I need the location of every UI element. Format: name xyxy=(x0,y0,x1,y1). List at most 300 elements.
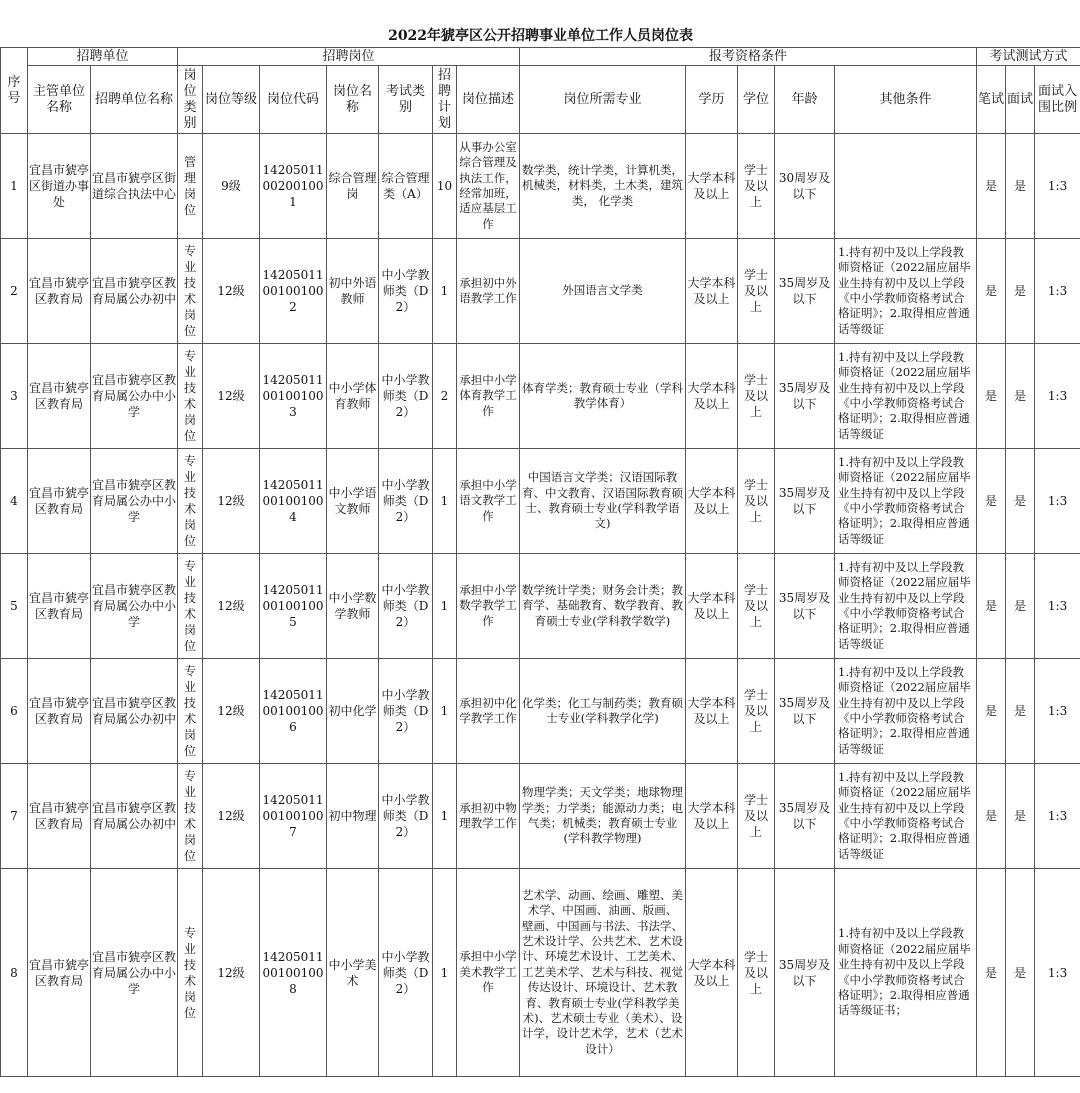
exam-type-cell xyxy=(379,134,433,239)
dept-cell-text: 宜昌市猇亭区教育局 xyxy=(29,801,90,831)
post-level-cell-text: 12级 xyxy=(217,284,245,298)
other-cell xyxy=(835,764,977,869)
post-type-cell-text: 专业技术岗位 xyxy=(183,559,196,653)
ratio-cell xyxy=(1035,449,1080,554)
dept-cell-text: 宜昌市猇亭区教育局 xyxy=(29,276,90,306)
education-cell-text: 大学本科及以上 xyxy=(687,801,736,831)
post-level-cell xyxy=(203,344,260,449)
post-code-cell xyxy=(260,239,327,344)
interview-cell-text: 是 xyxy=(1013,599,1026,613)
post-code-cell xyxy=(260,449,327,554)
other-cell xyxy=(835,449,977,554)
exam-type-cell-text: 中小学教师类（D2） xyxy=(381,583,430,629)
education-cell-text: 大学本科及以上 xyxy=(687,276,736,306)
header-major: 岗位所需专业 xyxy=(520,66,686,134)
degree-cell xyxy=(738,344,775,449)
header-interview: 面试 xyxy=(1006,66,1035,134)
other-cell xyxy=(835,554,977,659)
other-cell-text: 1.持有初中及以上学段教师资格证（2022届应届毕业生持有初中及以上学段《中小学教师资格考试合格证明》；2.取得相应普通话等级证 xyxy=(838,454,971,546)
degree-cell-text: 学士及以上 xyxy=(743,373,768,419)
degree-cell xyxy=(738,449,775,554)
group-unit: 招聘单位 xyxy=(28,48,178,66)
post-name-cell-text: 初中物理 xyxy=(328,809,377,823)
age-cell-text: 35周岁及以下 xyxy=(778,696,831,726)
header-degree: 学位 xyxy=(738,66,775,134)
interview-cell-text: 是 xyxy=(1013,284,1026,298)
unit-cell-text: 宜昌市猇亭区教育局属公办初中 xyxy=(92,696,177,726)
written-cell xyxy=(977,659,1006,764)
ratio-cell xyxy=(1035,659,1080,764)
post-code-cell-text: 14205011002001001 xyxy=(262,163,324,209)
unit-cell xyxy=(91,869,178,1077)
major-cell xyxy=(520,239,686,344)
major-cell-text: 物理学类；天文学类；地球物理学类；力学类；能源动力类；电气类；机械类；教育硕士专业(学科教学物理) xyxy=(522,785,683,846)
seq-cell-text: 4 xyxy=(10,494,18,508)
seq-cell-text: 5 xyxy=(10,599,18,613)
post-name-cell xyxy=(327,239,379,344)
unit-cell xyxy=(91,554,178,659)
plan-cell-text: 10 xyxy=(436,179,453,193)
post-type-cell-text: 专业技术岗位 xyxy=(183,454,196,548)
other-cell xyxy=(835,869,977,1077)
written-cell xyxy=(977,764,1006,869)
description-cell xyxy=(457,869,520,1077)
table-row xyxy=(1,659,1080,764)
exam-type-cell-text: 中小学教师类（D2） xyxy=(381,949,430,996)
major-cell xyxy=(520,869,686,1077)
post-type-cell xyxy=(178,134,203,239)
post-type-cell xyxy=(178,239,203,344)
header-post-code: 岗位代码 xyxy=(260,66,327,134)
post-type-cell-text: 专业技术岗位 xyxy=(183,349,196,443)
dept-cell-text: 宜昌市猇亭区教育局 xyxy=(29,957,90,988)
degree-cell-text: 学士及以上 xyxy=(743,949,768,996)
age-cell xyxy=(775,239,835,344)
seq-cell-text: 1 xyxy=(10,179,18,193)
degree-cell xyxy=(738,869,775,1077)
group-post: 招聘岗位 xyxy=(178,48,520,66)
post-type-cell-text: 专业技术岗位 xyxy=(183,769,196,863)
exam-type-cell-text: 中小学教师类（D2） xyxy=(381,268,430,314)
unit-cell-text: 宜昌市猇亭区教育局属公办中小学 xyxy=(92,949,177,996)
interview-cell-text: 是 xyxy=(1013,389,1026,403)
unit-cell xyxy=(91,134,178,239)
other-cell xyxy=(835,239,977,344)
major-cell xyxy=(520,449,686,554)
group-qualification: 报考资格条件 xyxy=(520,48,977,66)
unit-cell xyxy=(91,344,178,449)
post-code-cell-text: 14205011001001008 xyxy=(262,949,324,996)
post-name-cell-text: 初中化学 xyxy=(328,704,377,718)
written-cell-text: 是 xyxy=(984,809,997,823)
seq-cell xyxy=(1,344,28,449)
ratio-cell xyxy=(1035,554,1080,659)
post-name-cell-text: 中小学体育教师 xyxy=(328,381,377,411)
seq-cell-text: 7 xyxy=(10,809,18,823)
major-cell-text: 数学统计学类；财务会计类；教育学、基础教育、数学教育、教育硕士专业(学科教学数学) xyxy=(522,582,683,628)
other-cell-text: 1.持有初中及以上学段教师资格证（2022届应届毕业生持有初中及以上学段《中小学教师资格考试合格证明》；2.取得相应普通话等级证书； xyxy=(838,926,971,1018)
post-level-cell xyxy=(203,869,260,1077)
plan-cell-text: 1 xyxy=(440,284,449,298)
unit-cell-text: 宜昌市猇亭区教育局属公办中小学 xyxy=(92,478,177,524)
post-code-cell xyxy=(260,764,327,869)
exam-type-cell-text: 中小学教师类（D2） xyxy=(381,793,430,839)
interview-cell xyxy=(1006,134,1035,239)
plan-cell-text: 1 xyxy=(440,809,449,823)
degree-cell xyxy=(738,764,775,869)
education-cell-text: 大学本科及以上 xyxy=(687,957,736,988)
written-cell-text: 是 xyxy=(984,704,997,718)
post-type-cell-text: 专业技术岗位 xyxy=(183,664,196,758)
post-level-cell xyxy=(203,449,260,554)
post-level-cell xyxy=(203,239,260,344)
major-cell xyxy=(520,134,686,239)
major-cell-text: 数学类，统计学类，计算机类，机械类，材料类，土木类，建筑类， 化学类 xyxy=(522,162,683,208)
degree-cell xyxy=(738,239,775,344)
description-cell xyxy=(457,554,520,659)
major-cell xyxy=(520,554,686,659)
exam-type-cell-text: 中小学教师类（D2） xyxy=(381,688,430,734)
post-code-cell-text: 14205011001001005 xyxy=(262,583,324,629)
interview-cell xyxy=(1006,659,1035,764)
unit-cell xyxy=(91,764,178,869)
plan-cell xyxy=(433,449,457,554)
written-cell xyxy=(977,134,1006,239)
description-cell-text: 承担中小学数学教学工作 xyxy=(459,582,517,628)
education-cell xyxy=(686,869,738,1077)
ratio-cell xyxy=(1035,869,1080,1077)
header-ratio: 面试入围比例 xyxy=(1035,66,1080,134)
degree-cell-text: 学士及以上 xyxy=(743,163,768,209)
degree-cell-text: 学士及以上 xyxy=(743,583,768,629)
degree-cell xyxy=(738,659,775,764)
other-cell-text: 1.持有初中及以上学段教师资格证（2022届应届毕业生持有初中及以上学段《中小学教师资格考试合格证明》；2.取得相应普通话等级证 xyxy=(838,559,971,651)
description-cell-text: 承担中小学美术教学工作 xyxy=(459,949,517,995)
dept-cell-text: 宜昌市猇亭区教育局 xyxy=(29,696,90,726)
dept-cell-text: 宜昌市猇亭区教育局 xyxy=(29,591,90,621)
age-cell xyxy=(775,764,835,869)
plan-cell xyxy=(433,869,457,1077)
education-cell-text: 大学本科及以上 xyxy=(687,381,736,411)
age-cell xyxy=(775,869,835,1077)
education-cell xyxy=(686,554,738,659)
major-cell-text: 艺术学、动画、绘画、雕塑、美术学、中国画、油画、版画、 壁画、中国画与书法、书法学、艺术设计学、公共艺术、艺术设计、环境艺术设计、工艺美术、工艺美术学、艺术与科技、视觉传达设计、环境设计、艺术教育、教育硕士专业(学科教学美术)、艺术硕士专业（美术）、设计学，设计艺术学，艺术（艺术设计） xyxy=(522,887,683,1056)
interview-cell xyxy=(1006,869,1035,1077)
post-type-cell xyxy=(178,344,203,449)
table-row xyxy=(1,869,1080,1077)
post-code-cell-text: 14205011001001007 xyxy=(262,793,324,839)
written-cell-text: 是 xyxy=(984,179,997,193)
education-cell xyxy=(686,134,738,239)
post-type-cell-text: 专业技术岗位 xyxy=(183,244,196,338)
description-cell-text: 从事办公室综合管理及执法工作，经常加班，适应基层工作 xyxy=(459,139,517,231)
degree-cell-text: 学士及以上 xyxy=(743,793,768,839)
written-cell xyxy=(977,344,1006,449)
post-code-cell-text: 14205011001001006 xyxy=(262,688,324,734)
page-title: 2022年猇亭区公开招聘事业单位工作人员岗位表 xyxy=(1,0,1080,48)
interview-cell xyxy=(1006,449,1035,554)
post-level-cell-text: 12级 xyxy=(217,494,245,508)
dept-cell xyxy=(28,869,91,1077)
plan-cell-text: 1 xyxy=(440,599,449,613)
table-row xyxy=(1,764,1080,869)
post-level-cell-text: 12级 xyxy=(217,809,245,823)
interview-cell-text: 是 xyxy=(1013,494,1026,508)
age-cell xyxy=(775,449,835,554)
post-name-cell-text: 中小学语文教师 xyxy=(328,486,377,516)
education-cell xyxy=(686,344,738,449)
exam-type-cell xyxy=(379,449,433,554)
written-cell-text: 是 xyxy=(984,965,997,980)
description-cell-text: 承担中小学体育教学工作 xyxy=(459,372,517,418)
education-cell xyxy=(686,449,738,554)
ratio-cell xyxy=(1035,239,1080,344)
post-name-cell-text: 中小学美术 xyxy=(328,957,377,988)
interview-cell-text: 是 xyxy=(1013,965,1026,980)
exam-type-cell xyxy=(379,239,433,344)
ratio-cell xyxy=(1035,764,1080,869)
written-cell-text: 是 xyxy=(984,284,997,298)
description-cell-text: 承担初中化学教学工作 xyxy=(459,695,517,725)
plan-cell-text: 1 xyxy=(440,965,449,980)
age-cell-text: 35周岁及以下 xyxy=(778,801,831,831)
ratio-cell xyxy=(1035,344,1080,449)
description-cell xyxy=(457,134,520,239)
seq-cell xyxy=(1,239,28,344)
plan-cell xyxy=(433,344,457,449)
post-level-cell-text: 9级 xyxy=(221,179,241,193)
unit-cell-text: 宜昌市猇亭区教育局属公办中小学 xyxy=(92,583,177,629)
written-cell-text: 是 xyxy=(984,494,997,508)
header-seq: 序号 xyxy=(1,48,28,134)
post-type-cell xyxy=(178,869,203,1077)
seq-cell-text: 3 xyxy=(10,389,18,403)
seq-cell xyxy=(1,554,28,659)
post-name-cell-text: 中小学数学教师 xyxy=(328,591,377,621)
exam-type-cell-text: 中小学教师类（D2） xyxy=(381,373,430,419)
degree-cell-text: 学士及以上 xyxy=(743,478,768,524)
degree-cell xyxy=(738,134,775,239)
major-cell-text: 中国语言文学类；汉语国际教育、中文教育、汉语国际教育硕士、教育硕士专业(学科教学语文) xyxy=(522,470,683,531)
header-other: 其他条件 xyxy=(835,66,977,134)
post-name-cell-text: 初中外语教师 xyxy=(328,276,377,306)
unit-cell-text: 宜昌市猇亭区教育局属公办中小学 xyxy=(92,373,177,419)
education-cell-text: 大学本科及以上 xyxy=(687,486,736,516)
degree-cell xyxy=(738,554,775,659)
ratio-cell-text: 1:3 xyxy=(1047,179,1068,193)
post-code-cell-text: 14205011001001004 xyxy=(262,478,324,524)
other-cell-text: 1.持有初中及以上学段教师资格证（2022届应届毕业生持有初中及以上学段《中小学教师资格考试合格证明》；2.取得相应普通话等级证 xyxy=(838,349,971,441)
header-post-level: 岗位等级 xyxy=(203,66,260,134)
post-level-cell-text: 12级 xyxy=(217,704,245,718)
age-cell xyxy=(775,554,835,659)
age-cell-text: 35周岁及以下 xyxy=(778,276,831,306)
unit-cell-text: 宜昌市猇亭区教育局属公办初中 xyxy=(92,276,177,306)
age-cell xyxy=(775,344,835,449)
description-cell-text: 承担初中物理教学工作 xyxy=(459,800,517,830)
written-cell xyxy=(977,449,1006,554)
interview-cell-text: 是 xyxy=(1013,704,1026,718)
plan-cell xyxy=(433,239,457,344)
table-row xyxy=(1,239,1080,344)
header-exam-type: 考试类别 xyxy=(379,66,433,134)
post-code-cell xyxy=(260,554,327,659)
unit-cell-text: 宜昌市猇亭区街道综合执法中心 xyxy=(92,171,177,201)
plan-cell xyxy=(433,554,457,659)
degree-cell-text: 学士及以上 xyxy=(743,268,768,314)
dept-cell xyxy=(28,239,91,344)
post-name-cell xyxy=(327,659,379,764)
education-cell xyxy=(686,239,738,344)
other-cell-text: 1.持有初中及以上学段教师资格证（2022届应届毕业生持有初中及以上学段《中小学教师资格考试合格证明》；2.取得相应普通话等级证 xyxy=(838,244,971,336)
post-level-cell-text: 12级 xyxy=(217,389,245,403)
header-age: 年龄 xyxy=(775,66,835,134)
post-code-cell xyxy=(260,869,327,1077)
unit-cell xyxy=(91,659,178,764)
exam-type-cell xyxy=(379,344,433,449)
ratio-cell-text: 1:3 xyxy=(1047,965,1068,980)
dept-cell xyxy=(28,134,91,239)
post-name-cell xyxy=(327,134,379,239)
exam-type-cell xyxy=(379,554,433,659)
description-cell xyxy=(457,449,520,554)
ratio-cell-text: 1:3 xyxy=(1047,494,1068,508)
major-cell xyxy=(520,764,686,869)
post-name-cell xyxy=(327,764,379,869)
dept-cell-text: 宜昌市猇亭区街道办事处 xyxy=(29,163,90,209)
age-cell xyxy=(775,134,835,239)
post-level-cell-text: 12级 xyxy=(217,599,245,613)
major-cell-text: 外国语言文学类 xyxy=(562,283,643,298)
header-post-name: 岗位名称 xyxy=(327,66,379,134)
unit-cell xyxy=(91,449,178,554)
table-row xyxy=(1,554,1080,659)
interview-cell xyxy=(1006,344,1035,449)
description-cell xyxy=(457,239,520,344)
description-cell-text: 承担中小学语文教学工作 xyxy=(459,477,517,523)
post-type-cell xyxy=(178,659,203,764)
other-cell-text: 1.持有初中及以上学段教师资格证（2022届应届毕业生持有初中及以上学段《中小学教师资格考试合格证明》；2.取得相应普通话等级证 xyxy=(838,664,971,756)
education-cell-text: 大学本科及以上 xyxy=(687,171,736,201)
group-exam: 考试测试方式 xyxy=(977,48,1080,66)
description-cell xyxy=(457,764,520,869)
description-cell-text: 承担初中外语教学工作 xyxy=(459,275,517,305)
age-cell-text: 35周岁及以下 xyxy=(778,591,831,621)
post-code-cell xyxy=(260,344,327,449)
header-education: 学历 xyxy=(686,66,738,134)
ratio-cell-text: 1:3 xyxy=(1047,389,1068,403)
post-code-cell xyxy=(260,134,327,239)
post-level-cell xyxy=(203,764,260,869)
other-cell xyxy=(835,344,977,449)
header-written: 笔试 xyxy=(977,66,1006,134)
ratio-cell-text: 1:3 xyxy=(1047,809,1068,823)
age-cell-text: 35周岁及以下 xyxy=(778,381,831,411)
post-level-cell-text: 12级 xyxy=(217,965,245,980)
other-cell xyxy=(835,134,977,239)
plan-cell-text: 1 xyxy=(440,494,449,508)
dept-cell xyxy=(28,449,91,554)
post-name-cell-text: 综合管理岗 xyxy=(328,171,377,201)
dept-cell-text: 宜昌市猇亭区教育局 xyxy=(29,381,90,411)
dept-cell xyxy=(28,344,91,449)
seq-cell-text: 6 xyxy=(10,704,18,718)
major-cell-text: 体育学类；教育硕士专业（学科教学体育） xyxy=(522,380,683,410)
plan-cell-text: 1 xyxy=(440,704,449,718)
age-cell-text: 30周岁及以下 xyxy=(778,171,831,201)
exam-type-cell xyxy=(379,869,433,1077)
seq-cell xyxy=(1,449,28,554)
education-cell xyxy=(686,659,738,764)
header-post-type: 岗位类别 xyxy=(178,66,203,134)
age-cell-text: 35周岁及以下 xyxy=(778,486,831,516)
written-cell-text: 是 xyxy=(984,599,997,613)
major-cell xyxy=(520,659,686,764)
table-row xyxy=(1,344,1080,449)
seq-cell xyxy=(1,659,28,764)
written-cell-text: 是 xyxy=(984,389,997,403)
education-cell xyxy=(686,764,738,869)
header-plan: 招聘计划 xyxy=(433,66,457,134)
age-cell xyxy=(775,659,835,764)
header-description: 岗位描述 xyxy=(457,66,520,134)
seq-cell-text: 2 xyxy=(10,284,18,298)
post-level-cell xyxy=(203,659,260,764)
header-dept: 主管单位名称 xyxy=(28,66,91,134)
ratio-cell-text: 1:3 xyxy=(1047,704,1068,718)
unit-cell xyxy=(91,239,178,344)
exam-type-cell xyxy=(379,659,433,764)
exam-type-cell xyxy=(379,764,433,869)
dept-cell xyxy=(28,659,91,764)
ratio-cell-text: 1:3 xyxy=(1047,284,1068,298)
plan-cell xyxy=(433,764,457,869)
seq-cell xyxy=(1,764,28,869)
header-unit: 招聘单位名称 xyxy=(91,66,178,134)
post-name-cell xyxy=(327,869,379,1077)
post-level-cell xyxy=(203,134,260,239)
post-code-cell-text: 14205011001001002 xyxy=(262,268,324,314)
post-name-cell xyxy=(327,449,379,554)
post-type-cell xyxy=(178,764,203,869)
interview-cell xyxy=(1006,239,1035,344)
plan-cell xyxy=(433,134,457,239)
major-cell-text: 化学类；化工与制药类；教育硕士专业(学科教学化学) xyxy=(522,695,683,725)
other-cell xyxy=(835,659,977,764)
post-level-cell xyxy=(203,554,260,659)
ratio-cell-text: 1:3 xyxy=(1047,599,1068,613)
exam-type-cell-text: 综合管理类（A） xyxy=(381,171,430,201)
plan-cell-text: 2 xyxy=(440,389,449,403)
other-cell-text: 1.持有初中及以上学段教师资格证（2022届应届毕业生持有初中及以上学段《中小学教师资格考试合格证明》；2.取得相应普通话等级证 xyxy=(838,769,971,861)
seq-cell xyxy=(1,134,28,239)
interview-cell xyxy=(1006,554,1035,659)
dept-cell-text: 宜昌市猇亭区教育局 xyxy=(29,486,90,516)
written-cell xyxy=(977,554,1006,659)
post-name-cell xyxy=(327,344,379,449)
seq-cell xyxy=(1,869,28,1077)
post-code-cell-text: 14205011001001003 xyxy=(262,373,324,419)
written-cell xyxy=(977,239,1006,344)
post-type-cell xyxy=(178,449,203,554)
post-type-cell xyxy=(178,554,203,659)
post-name-cell xyxy=(327,554,379,659)
interview-cell xyxy=(1006,764,1035,869)
plan-cell xyxy=(433,659,457,764)
description-cell xyxy=(457,659,520,764)
post-type-cell-text: 管理岗位 xyxy=(183,155,196,217)
dept-cell xyxy=(28,764,91,869)
